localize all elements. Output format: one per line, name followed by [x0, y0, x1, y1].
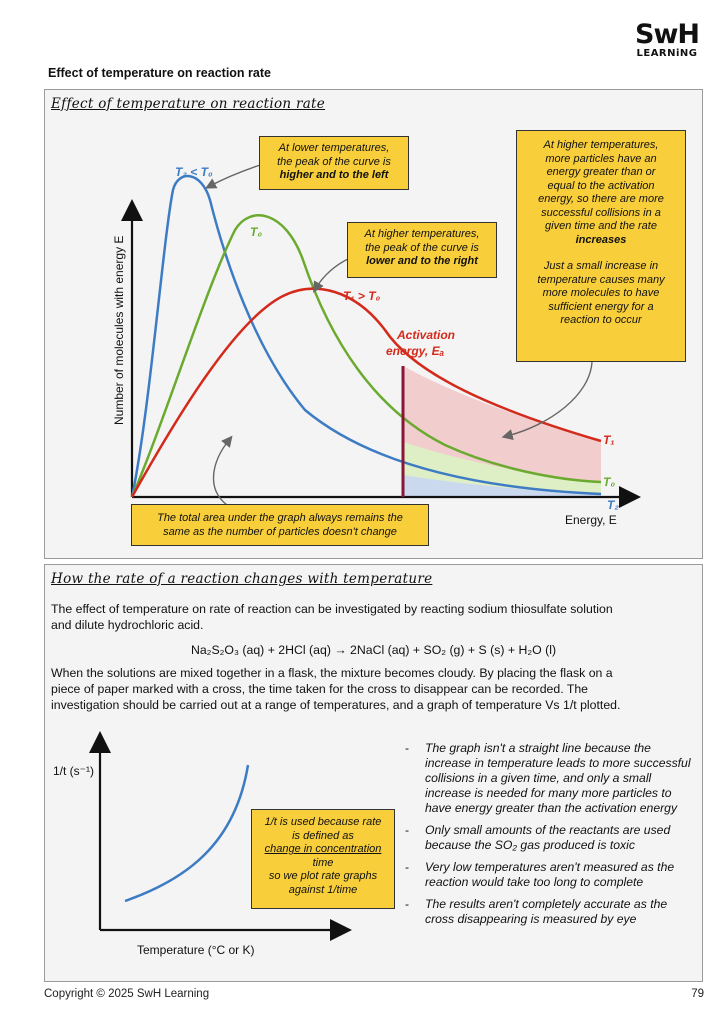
- red-peak-label: T₁ > T₀: [343, 289, 381, 303]
- bullet-dash: -: [405, 741, 410, 755]
- callout-line: the peak of the curve is: [365, 241, 479, 254]
- blue-peak-label: T₂ < T₀: [175, 165, 213, 179]
- list-item: [405, 741, 697, 816]
- graph-y-label: 1/t (s⁻¹): [53, 764, 94, 778]
- callout-line: same as the number of particles doesn't change: [163, 525, 397, 538]
- callout-line: At lower temperatures,: [278, 142, 390, 154]
- rate-definition-callout: [251, 809, 395, 909]
- callout-line: reaction to occur: [560, 314, 642, 326]
- intro-line: The effect of temperature on rate of reaction can be investigated by reacting sodium thiosulfate solution: [51, 602, 613, 616]
- higher-temp-callout: [347, 222, 497, 278]
- callout-line: against 1/time: [288, 883, 358, 896]
- callout-line: more molecules to have: [542, 287, 660, 299]
- callout-line: 1/t is used because rate: [264, 816, 382, 828]
- callout-line: energy, so there are more: [538, 193, 664, 205]
- page-number: 79: [691, 988, 704, 1000]
- copyright-notice: Copyright © 2025 SwH Learning: [44, 988, 210, 1000]
- x-axis-label: Energy, E: [565, 513, 617, 527]
- callout-line: increases: [575, 233, 627, 246]
- callout-line: lower and to the right: [366, 255, 478, 267]
- callout-line: given time and the rate: [545, 220, 657, 232]
- callout-line: At higher temperatures,: [543, 139, 659, 151]
- callout-line: time: [312, 856, 334, 869]
- bullet-dash: -: [405, 823, 410, 837]
- list-item: [405, 823, 697, 853]
- observation-list: [405, 741, 697, 934]
- callout-line: temperature causes many: [537, 273, 665, 286]
- bullet-dash: -: [405, 860, 410, 874]
- rate-temperature-panel: [44, 564, 703, 982]
- page-heading: Effect of temperature on reaction rate: [48, 66, 271, 80]
- activation-label-1: Activation: [397, 328, 456, 342]
- green-peak-label: T₀: [250, 225, 263, 239]
- activation-explanation-callout: [516, 130, 686, 362]
- list-item-text: The results aren't completely accurate as the cross disappearing is measured by eye: [425, 897, 668, 926]
- list-item-text: Very low temperatures aren't measured as the reaction would take too long to complete: [425, 860, 675, 889]
- callout-line: the peak of the curve is: [277, 155, 391, 168]
- y-axis-label: Number of molecules with energy E: [112, 235, 126, 425]
- temperature-curve-panel: [44, 89, 703, 559]
- chemical-equation: Na₂S₂O₃ (aq) + 2HCl (aq) → 2NaCl (aq) + SO₂ (g) + S (s) + H₂O (l): [190, 643, 557, 657]
- graph-x-label: Temperature (°C or K): [137, 943, 255, 957]
- callout-line: equal to the activation: [547, 179, 655, 192]
- section-title: Effect of temperature on reaction rate: [51, 96, 326, 112]
- list-item-text: Only small amounts of the reactants are used because the SO₂ gas produced is toxic: [425, 823, 671, 852]
- arrow-higher-temp: [316, 258, 350, 288]
- swh-logo: [632, 19, 702, 62]
- red-end-label: T₁: [603, 433, 615, 447]
- callout-line: sufficient energy for a: [548, 300, 654, 313]
- method-line: investigation should be carried out at a range of temperatures, and a graph of temperature Vs 1/t plotted.: [51, 698, 621, 712]
- bullet-dash: -: [405, 897, 410, 911]
- lower-temp-callout: [259, 136, 409, 190]
- section-title: How the rate of a reaction changes with temperature: [51, 571, 433, 587]
- callout-line: The total area under the graph always remains the: [157, 512, 403, 524]
- logo-wordmark: SwH: [635, 19, 699, 50]
- callout-line: higher and to the left: [279, 169, 389, 181]
- callout-line: Just a small increase in: [543, 260, 659, 272]
- callout-line: so we plot rate graphs: [268, 870, 378, 882]
- list-item-text: The graph isn't a straight line because the increase in temperature leads to more successful collisions in a given time, and only a small increase is needed for many more particles to have energy greater than the activation energy: [425, 741, 691, 815]
- list-item: [405, 860, 697, 890]
- activation-label-2: energy, Eₐ: [386, 344, 445, 358]
- arrow-lower-temp: [210, 164, 263, 186]
- intro-line: and dilute hydrochloric acid.: [51, 618, 204, 632]
- list-item: [405, 897, 697, 927]
- callout-line: is defined as: [292, 829, 354, 842]
- blue-end-label: T₂: [607, 498, 619, 512]
- method-line: piece of paper marked with a cross, the time taken for the cross to disappear can be recorded. The: [51, 682, 589, 696]
- logo-subtitle: LEARNiNG: [636, 48, 698, 59]
- callout-line: more particles have an: [545, 152, 657, 165]
- rate-curve: [125, 765, 248, 901]
- green-end-label: T₀: [603, 475, 616, 489]
- area-callout: [131, 504, 429, 546]
- arrow-area-box: [214, 440, 229, 505]
- callout-line: change in concentration: [264, 843, 382, 855]
- method-line: When the solutions are mixed together in a flask, the mixture becomes cloudy. By placing the flask on a: [51, 666, 613, 680]
- callout-line: successful collisions in a: [541, 206, 661, 219]
- callout-line: At higher temperatures,: [364, 228, 480, 240]
- callout-line: energy greater than or: [546, 166, 656, 178]
